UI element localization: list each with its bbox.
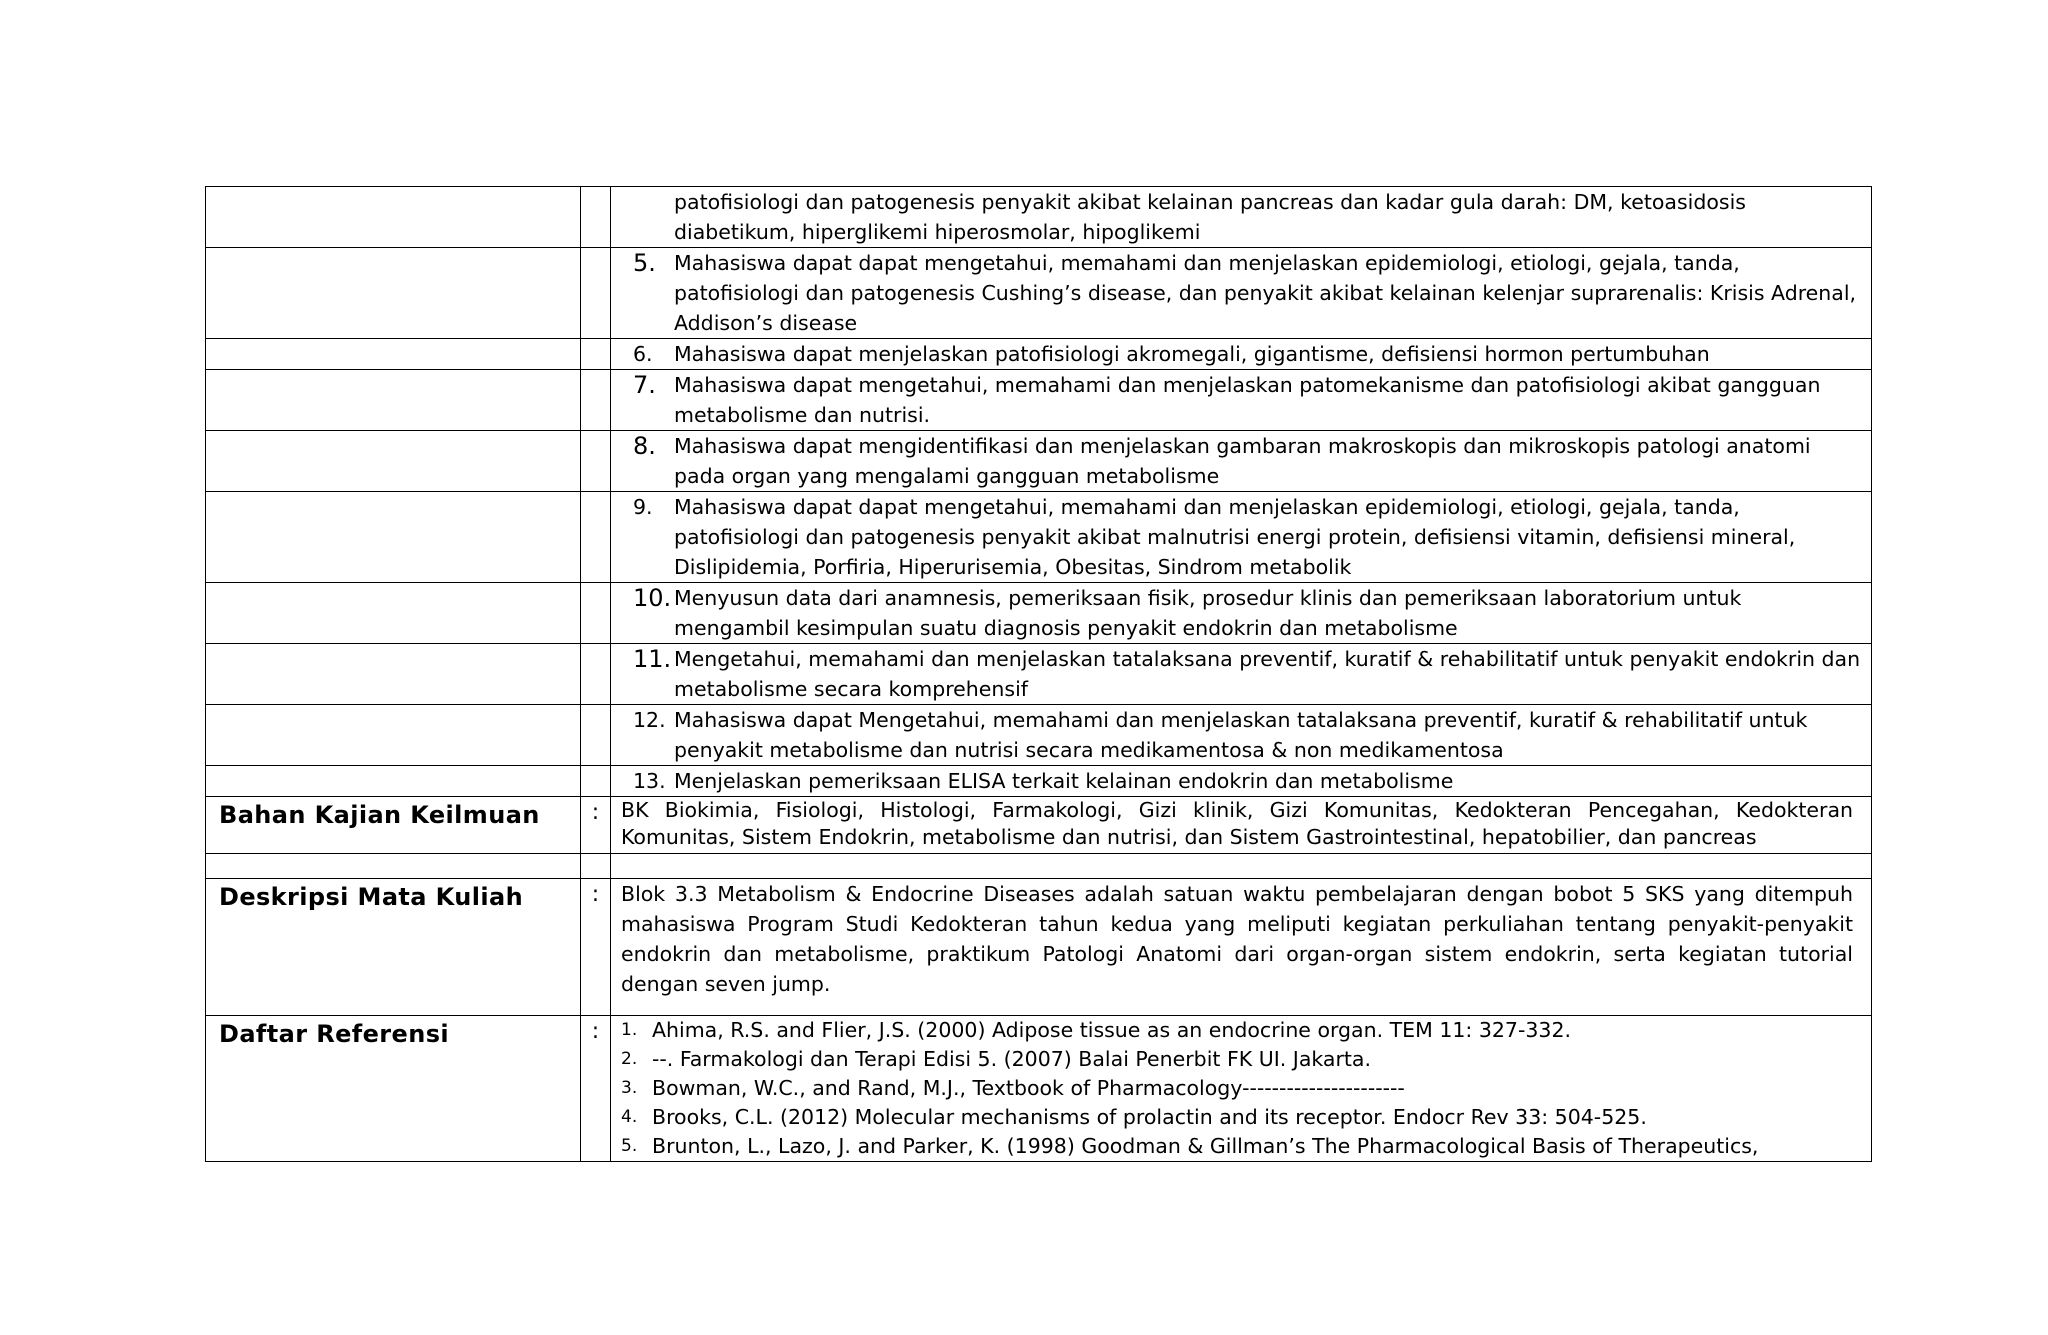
referensi-list (611, 1016, 1872, 1162)
reference-item (611, 1132, 1863, 1161)
learning-outcome-item (611, 492, 1872, 583)
table-row (206, 1016, 1872, 1162)
item-number: 13. (633, 769, 666, 793)
item-text: Menjelaskan pemeriksaan ELISA terkait kelainan endokrin dan metabolisme (674, 769, 1454, 793)
item-text: Mahasiswa dapat mengetahui, memahami dan menjelaskan patomekanisme dan patofisiologi akibat gangguan metabolisme dan nutrisi. (674, 373, 1821, 427)
table-row (206, 492, 1872, 583)
row-label-empty (206, 431, 581, 492)
table-row (206, 879, 1872, 1016)
item-text: Mahasiswa dapat dapat mengetahui, memahami dan menjelaskan epidemiologi, etiologi, gejala, tanda, patofisiologi dan patogenesis Cushing’s disease, dan penyakit akibat kelainan kelenjar suprarenalis: Krisis Adrenal, Addison’s disease (674, 251, 1857, 335)
item-number: 5. (633, 249, 656, 277)
learning-outcome-item (611, 766, 1872, 797)
bahan-kajian-content (611, 797, 1872, 854)
row-label-empty (206, 644, 581, 705)
reference-number: 2. (621, 1049, 638, 1069)
row-separator-empty (581, 644, 611, 705)
reference-text: Bowman, W.C., and Rand, M.J., Textbook of Pharmacology---------------------- (652, 1076, 1405, 1100)
table-row (206, 797, 1872, 854)
item-text: Mahasiswa dapat Mengetahui, memahami dan menjelaskan tatalaksana preventif, kuratif & rehabilitatif untuk penyakit metabolisme dan nutrisi secara medikamentosa & non medikamentosa (674, 708, 1808, 762)
row-separator-empty (581, 766, 611, 797)
item-number: 11. (633, 645, 672, 673)
item-text: Menyusun data dari anamnesis, pemeriksaan fisik, prosedur klinis dan pemeriksaan laboratorium untuk mengambil kesimpulan suatu diagnosis penyakit endokrin dan metabolisme (674, 586, 1742, 640)
table-row (206, 644, 1872, 705)
table-row (206, 339, 1872, 370)
item-number: 10. (633, 584, 672, 612)
reference-item (611, 1074, 1863, 1103)
row-separator-empty (581, 583, 611, 644)
table-row (206, 766, 1872, 797)
reference-text: --. Farmakologi dan Terapi Edisi 5. (2007) Balai Penerbit FK UI. Jakarta. (652, 1047, 1372, 1071)
item-number: 7. (633, 371, 656, 399)
row-label-empty (206, 370, 581, 431)
item-text: Mahasiswa dapat mengidentifikasi dan menjelaskan gambaran makroskopis dan mikroskopis patologi anatomi pada organ yang mengalami gangguan metabolisme (674, 434, 1811, 488)
item-number: 8. (633, 432, 656, 460)
deskripsi-separator: : (581, 879, 611, 1016)
table-row (206, 854, 1872, 879)
row-separator-empty (581, 492, 611, 583)
reference-number: 5. (621, 1136, 638, 1156)
referensi-separator: : (581, 1016, 611, 1162)
row-label-empty (206, 339, 581, 370)
deskripsi-label: Deskripsi Mata Kuliah (206, 879, 581, 1016)
table-row (206, 187, 1872, 248)
reference-item (611, 1016, 1863, 1045)
item-text: Mahasiswa dapat menjelaskan patofisiologi akromegali, gigantisme, defisiensi hormon pertumbuhan (674, 342, 1710, 366)
learning-outcome-item (611, 339, 1872, 370)
table-row (206, 370, 1872, 431)
reference-number: 4. (621, 1107, 638, 1127)
item-text: Mahasiswa dapat dapat mengetahui, memahami dan menjelaskan epidemiologi, etiologi, gejala, tanda, patofisiologi dan patogenesis penyakit akibat malnutrisi energi protein, defisiensi vitamin, defisiensi mineral, Dislipidemia, Porfiria, Hiperurisemia, Obesitas, Sindrom metabolik (674, 495, 1796, 579)
continuation-text: patofisiologi dan patogenesis penyakit akibat kelainan pancreas dan kadar gula darah: DM, ketoasidosis diabetikum, hiperglikemi hiperosmolar, hipoglikemi (674, 190, 1746, 244)
row-label-empty (206, 492, 581, 583)
row-separator-empty (581, 187, 611, 248)
spacer-cell (611, 854, 1872, 879)
spacer-cell (581, 854, 611, 879)
row-label-empty (206, 705, 581, 766)
item-text: Mengetahui, memahami dan menjelaskan tatalaksana preventif, kuratif & rehabilitatif untuk penyakit endokrin dan metabolisme secara komprehensif (674, 647, 1861, 701)
bahan-kajian-text: BK Biokimia, Fisiologi, Histologi, Farmakologi, Gizi klinik, Gizi Komunitas, Kedokteran Pencegahan, Kedokteran Komunitas, Sistem Endokrin, metabolisme dan nutrisi, dan Sistem Gastrointestinal, hepatobilier, dan pancreas (621, 798, 1853, 849)
course-plan-table (205, 186, 1872, 1162)
reference-number: 1. (621, 1020, 638, 1040)
row-label-empty (206, 187, 581, 248)
row-separator-empty (581, 705, 611, 766)
learning-outcome-continuation (611, 187, 1872, 248)
row-separator-empty (581, 248, 611, 339)
deskripsi-text: Blok 3.3 Metabolism & Endocrine Diseases adalah satuan waktu pembelajaran dengan bobot 5 SKS yang ditempuh mahasiswa Program Studi Kedokteran tahun kedua yang meliputi kegiatan perkuliahan tentang penyakit-penyakit endokrin dan metabolisme, praktikum Patologi Anatomi dari organ-organ sistem endokrin, serta kegiatan tutorial dengan seven jump. (621, 882, 1853, 996)
spacer-cell (206, 854, 581, 879)
reference-item (611, 1045, 1863, 1074)
row-label-empty (206, 583, 581, 644)
row-label-empty (206, 248, 581, 339)
reference-item (611, 1103, 1863, 1132)
learning-outcome-item (611, 583, 1872, 644)
table-row (206, 705, 1872, 766)
item-number: 12. (633, 708, 666, 732)
reference-number: 3. (621, 1078, 638, 1098)
bahan-kajian-separator: : (581, 797, 611, 854)
row-label-empty (206, 766, 581, 797)
deskripsi-content (611, 879, 1872, 1016)
table-row (206, 431, 1872, 492)
row-separator-empty (581, 431, 611, 492)
learning-outcome-item (611, 248, 1872, 339)
referensi-label: Daftar Referensi (206, 1016, 581, 1162)
learning-outcome-item (611, 705, 1872, 766)
bahan-kajian-label: Bahan Kajian Keilmuan (206, 797, 581, 854)
learning-outcome-item (611, 370, 1872, 431)
learning-outcome-item (611, 644, 1872, 705)
row-separator-empty (581, 370, 611, 431)
reference-text: Brunton, L., Lazo, J. and Parker, K. (1998) Goodman & Gillman’s The Pharmacological Basis of Therapeutics, (652, 1134, 1759, 1158)
item-number: 9. (633, 495, 653, 519)
table-row (206, 583, 1872, 644)
table-row (206, 248, 1872, 339)
row-separator-empty (581, 339, 611, 370)
reference-text: Ahima, R.S. and Flier, J.S. (2000) Adipose tissue as an endocrine organ. TEM 11: 327-332. (652, 1018, 1572, 1042)
reference-text: Brooks, C.L. (2012) Molecular mechanisms of prolactin and its receptor. Endocr Rev 33: 504-525. (652, 1105, 1647, 1129)
learning-outcome-item (611, 431, 1872, 492)
item-number: 6. (633, 342, 653, 366)
